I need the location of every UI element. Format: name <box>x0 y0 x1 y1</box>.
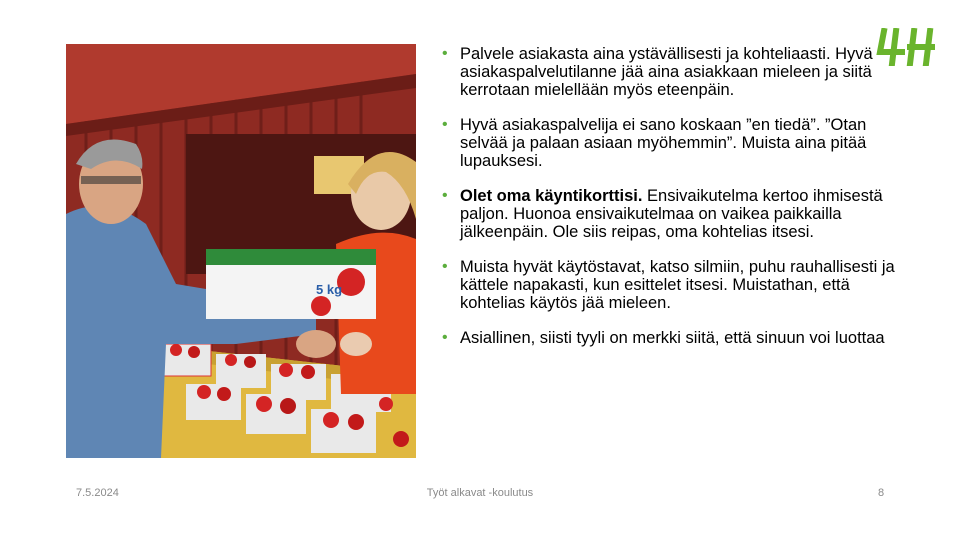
bullet-text: Asiallinen, siisti tyyli on merkki siitä, että sinuun voi luottaa <box>460 329 885 347</box>
bullet-text: Palvele asiakasta aina ystävällisesti ja kohteliaasti. Hyvä asiakaspalvelutilanne jää aina asiakkaan mieleen ja siitä kerrotaan mielellään myös eteenpäin. <box>460 45 873 99</box>
bullet-bold-text: Olet oma käyntikorttisi. <box>460 187 643 205</box>
footer-title: Työt alkavat -koulutus <box>426 487 534 499</box>
bullet-text: Muista hyvät käytöstavat, katso silmiin, puhu rauhallisesti ja kättele napakasti, kun esittelet itsesi. Muistathan, että kohtelias käytös jää mieleen. <box>460 258 895 312</box>
bullet-text: Hyvä asiakaspalvelija ei sano koskaan ”en tiedä”. ”Otan selvää ja palaan asiaan myöhemmin”. Muista aina pitää lupauksesi. <box>460 116 867 170</box>
page-number: 8 <box>878 487 885 499</box>
bullet-item <box>442 187 902 241</box>
bullet-dot-icon: • <box>442 187 448 204</box>
bullet-dot-icon: • <box>442 45 448 62</box>
bullet-text: Ensivaikutelma kertoo ihmisestä paljon. Huonoa ensivaikutelmaa on vaikea paikkailla jälkeenpäin. Ole siis reipas, oma kohtelias itsesi. <box>460 187 883 241</box>
box-label: 5 kg <box>316 282 343 297</box>
strawberry-stand-photo <box>66 44 416 458</box>
bullet-dot-icon: • <box>442 116 448 133</box>
footer-date: 7.5.2024 <box>76 487 119 499</box>
bullet-item <box>442 45 902 99</box>
bullet-list <box>442 45 902 364</box>
bullet-item <box>442 258 902 312</box>
bullet-item <box>442 116 902 170</box>
bullet-dot-icon: • <box>442 329 448 346</box>
bullet-dot-icon: • <box>442 258 448 275</box>
bullet-item <box>442 329 902 347</box>
